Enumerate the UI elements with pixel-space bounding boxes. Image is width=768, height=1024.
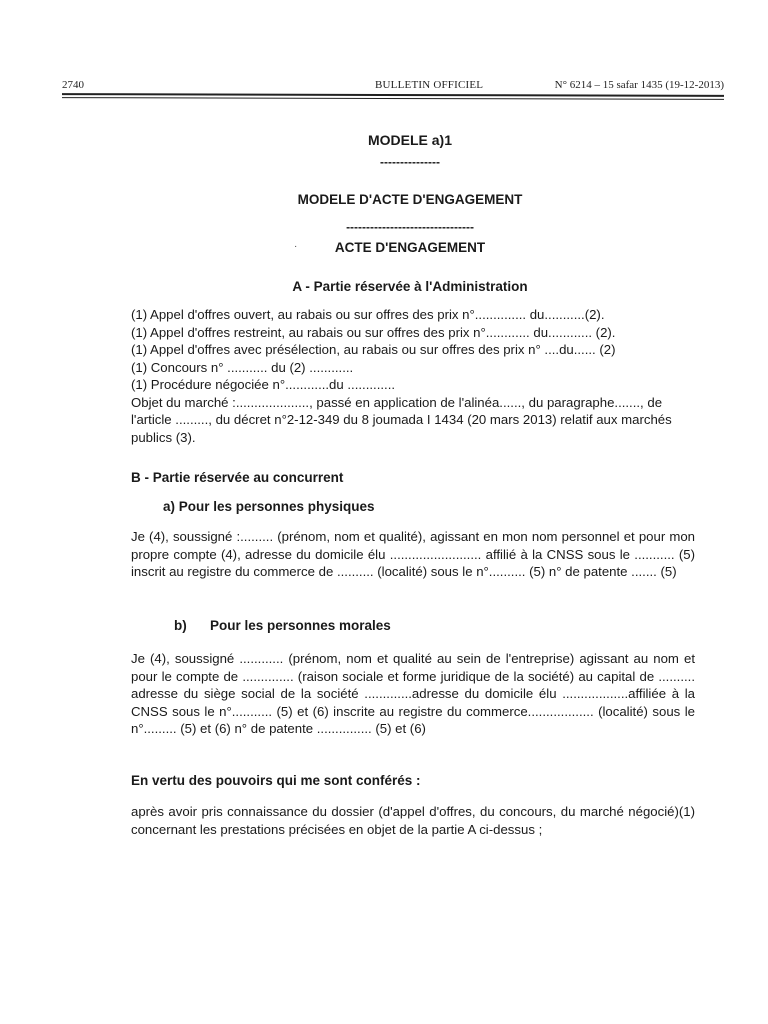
section-b-title: B - Partie réservée au concurrent — [131, 470, 344, 485]
section-a-line: (1) Appel d'offres ouvert, au rabais ou sur offres des prix n°.............. du...........(2). — [131, 307, 605, 322]
section-c-text: après avoir pris connaissance du dossier (d'appel d'offres, du concours, du marché négocié)(1) concernant les prestations précisées en objet de la partie A ci-dessus ; — [131, 804, 695, 837]
page-header — [62, 79, 724, 93]
subsection-b-text: Je (4), soussigné ............ (prénom, nom et qualité au sein de l'entreprise) agissant au nom et pour le compte de .............. (raison sociale et forme juridique de la société) au capital de .......... adresse du siège social de la société .............adresse du domicile élu ..................affiliée à la CNSS sous le n°........... (5) et (6) inscrite au registre du commerce.................. (localité) sous le n°......... (5) et (6) n° de patente ............... (5) et (6) — [131, 651, 695, 736]
section-a-line: (1) Concours n° ........... du (2) ............ — [131, 359, 354, 375]
subsection-b-heading: Pour les personnes morales — [210, 618, 391, 633]
subsection-a-title: a) Pour les personnes physiques — [163, 499, 375, 514]
subsection-b-body — [131, 650, 695, 738]
subsection-b-label: b) — [174, 618, 187, 633]
publication-title: BULLETIN OFFICIEL — [375, 79, 484, 91]
title-divider-1: --------------- — [380, 155, 440, 169]
subsection-a-body — [131, 528, 695, 581]
title-divider-2: -------------------------------- — [346, 220, 474, 234]
section-a-objet: Objet du marché :...................., passé en application de l'alinéa......, du paragraphe......., de l'article ........., du décret n°2-12-349 du 8 joumada I 1434 (20 mars 2013) relatif aux marchés publics (3). — [131, 394, 672, 445]
header-rule-thick — [62, 93, 724, 97]
subsection-a-text: Je (4), soussigné :......... (prénom, nom et qualité), agissant en mon nom personnel et pour mon propre compte (4), adresse du domicile élu ......................... affilié à la CNSS sous le ........... (5) inscrit au registre du commerce de .......... (localité) sous le n°.......... (5) n° de patente ....... (5) — [131, 529, 695, 579]
page-number: 2740 — [62, 79, 84, 91]
modele-title: MODELE a)1 — [367, 132, 452, 148]
section-a-body — [131, 306, 695, 446]
section-a-line: (1) Appel d'offres avec présélection, au rabais ou sur offres des prix n° ....du...... (2) — [131, 342, 616, 357]
section-a-title: A - Partie réservée à l'Administration — [292, 279, 528, 294]
header-rule-thin — [62, 97, 724, 100]
section-a-line: (1) Appel d'offres restreint, au rabais ou sur offres des prix n°............ du............ (2). — [131, 324, 616, 340]
subsection-b-title — [174, 618, 391, 633]
section-a-line: (1) Procédure négociée n°............du ............. — [131, 377, 396, 392]
section-c-body — [131, 803, 695, 838]
scan-speck: · — [294, 241, 298, 252]
section-c-title: En vertu des pouvoirs qui me sont conférés : — [131, 773, 421, 788]
acte-title: ACTE D'ENGAGEMENT — [334, 240, 486, 255]
issue-info: N° 6214 – 15 safar 1435 (19-12-2013) — [554, 79, 724, 91]
modele-acte-title: MODELE D'ACTE D'ENGAGEMENT — [297, 192, 523, 207]
